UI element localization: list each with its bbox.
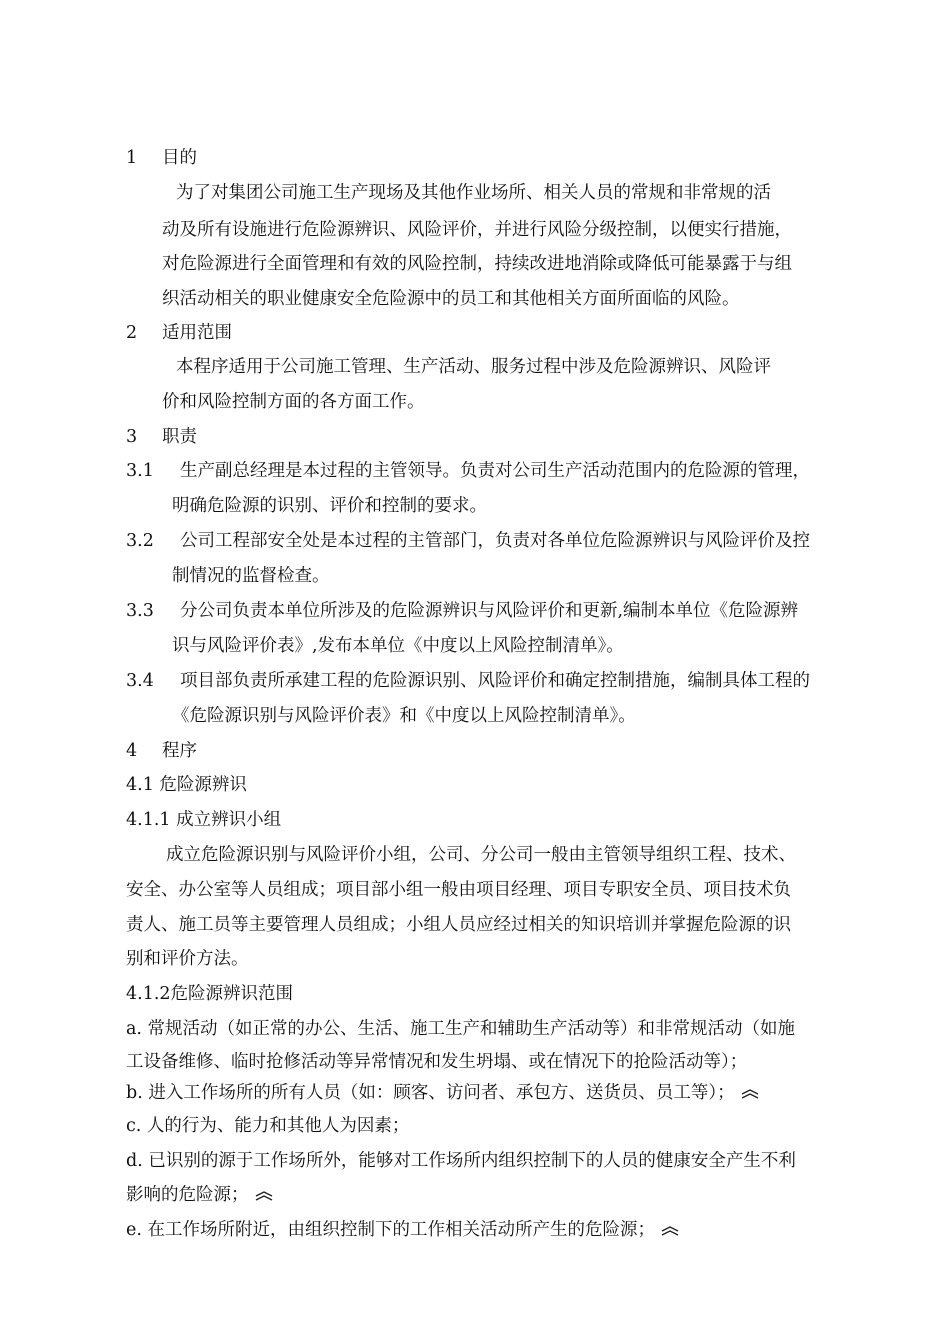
section-3-title: 职责 — [162, 427, 197, 447]
list-line-text: b. 进入工作场所的所有人员（如：顾客、访问者、承包方、送货员、员工等）； — [126, 1083, 735, 1103]
section-4-para-line: 别和评价方法。 — [126, 949, 249, 969]
section-1-title: 目的 — [162, 148, 197, 168]
subsection-4-1-1-title: 4.1.1 成立辨识小组 — [126, 810, 282, 830]
item-line: 《危险源识别与风险评价表》和《中度以上风险控制清单》。 — [172, 706, 636, 726]
item-line: 明确危险源的识别、评价和控制的要求。 — [172, 496, 487, 516]
item-number: 3.2 — [126, 531, 154, 551]
section-3-number: 3 — [126, 427, 138, 447]
item-number: 3.1 — [126, 461, 154, 481]
item-line: 项目部负责所承建工程的危险源识别、风险评价和确定控制措施，编制具体工程的 — [180, 671, 810, 691]
section-4-para-line: 成立危险源识别与风险评价小组，公司、分公司一般由主管领导组织工程、技术、 — [166, 845, 796, 865]
section-2-title: 适用范围 — [162, 323, 232, 343]
subsection-4-1-title: 4.1 危险源辨识 — [126, 775, 247, 795]
section-4-para-line: 安全、办公室等人员组成；项目部小组一般由项目经理、项目专职安全员、项目技术负 — [126, 880, 791, 900]
item-line: 公司工程部安全处是本过程的主管部门，负责对各单位危险源辨识与风险评价及控 — [180, 531, 810, 551]
section-2-number: 2 — [126, 323, 138, 343]
section-1-para-line: 动及所有设施进行危险源辨识、风险评价，并进行风险分级控制，以便实行措施， — [162, 220, 792, 240]
list-line-b — [126, 1081, 759, 1105]
double-chevron-up-icon — [741, 1089, 759, 1099]
item-number: 3.4 — [126, 671, 154, 691]
section-1-para-line: 织活动相关的职业健康安全危险源中的员工和其他相关方面所面临的风险。 — [162, 289, 740, 309]
double-chevron-up-icon — [661, 1226, 679, 1236]
list-line: d. 已识别的源于工作场所外，能够对工作场所内组织控制下的人员的健康安全产生不利 — [126, 1151, 796, 1171]
list-line-text: e. 在工作场所附近，由组织控制下的工作相关活动所产生的危险源； — [126, 1220, 655, 1240]
list-line-text: 影响的危险源； — [126, 1185, 249, 1205]
section-2-para-line: 价和风险控制方面的各方面工作。 — [162, 392, 425, 412]
section-1-para-line: 对危险源进行全面管理和有效的风险控制，持续改进地消除或降低可能暴露于与组 — [162, 254, 792, 274]
list-line: a. 常规活动（如正常的办公、生活、施工生产和辅助生产活动等）和非常规活动（如施 — [126, 1019, 796, 1039]
list-line-e — [126, 1218, 679, 1242]
subsection-4-1-2-title: 4.1.2危险源辨识范围 — [126, 984, 294, 1004]
double-chevron-up-icon — [255, 1191, 273, 1201]
section-1-para-line: 为了对集团公司施工生产现场及其他作业场所、相关人员的常规和非常规的活 — [176, 183, 771, 203]
item-line: 识与风险评价表》,发布本单位《中度以上风险控制清单》。 — [172, 636, 624, 656]
item-line: 制情况的监督检查。 — [172, 566, 330, 586]
section-4-para-line: 责人、施工员等主要管理人员组成；小组人员应经过相关的知识培训并掌握危险源的识 — [126, 915, 791, 935]
item-line: 生产副总经理是本过程的主管领导。负责对公司生产活动范围内的危险源的管理， — [180, 461, 810, 481]
item-number: 3.3 — [126, 601, 154, 621]
list-line-d-cont — [126, 1183, 273, 1207]
section-2-para-line: 本程序适用于公司施工管理、生产活动、服务过程中涉及危险源辨识、风险评 — [176, 357, 771, 377]
section-4-number: 4 — [126, 741, 138, 761]
section-1-number: 1 — [126, 148, 138, 168]
section-4-title: 程序 — [162, 741, 197, 761]
list-line: 工设备维修、临时抢修活动等异常情况和发生坍塌、或在情况下的抢险活动等）； — [126, 1052, 748, 1072]
list-line: c. 人的行为、能力和其他人为因素； — [126, 1116, 410, 1136]
item-line: 分公司负责本单位所涉及的危险源辨识与风险评价和更新,编制本单位《危险源辨 — [180, 601, 799, 621]
